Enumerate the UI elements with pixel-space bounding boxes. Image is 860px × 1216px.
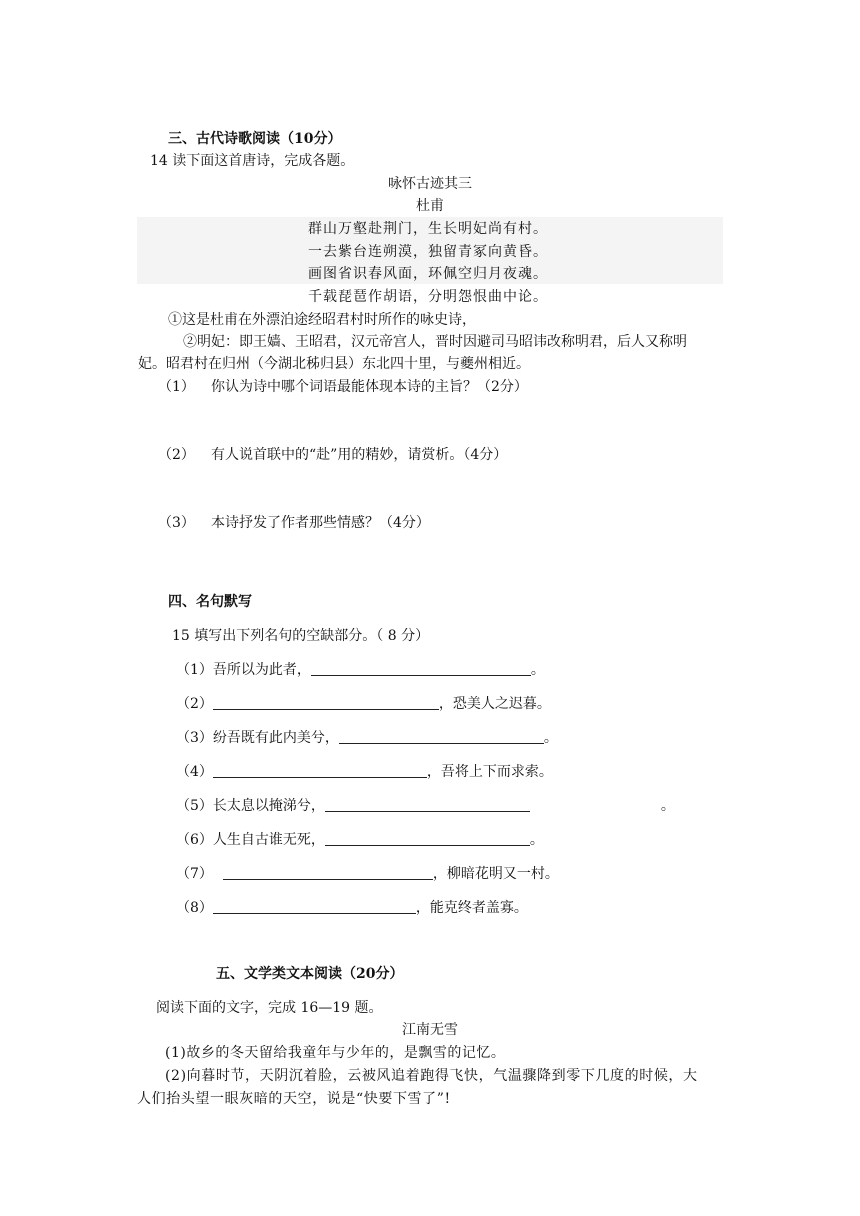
fill-item-7 xyxy=(176,865,559,883)
question-text: 本诗抒发了作者那些情感？（4分） xyxy=(211,515,430,531)
fill-item-3 xyxy=(176,729,558,747)
article-paragraph-2: (2)向暮时节，天阴沉着脸，云被风追着跑得飞快，气温骤降到零下几度的时候，大 xyxy=(165,1068,698,1084)
answer-blank[interactable] xyxy=(325,831,530,846)
fill-suffix: ，吾将上下而求索。 xyxy=(426,764,553,780)
fill-prefix: （4） xyxy=(176,764,213,780)
section4-heading: 四、名句默写 xyxy=(168,594,252,610)
fill-prefix: （1）吾所以为此者， xyxy=(176,662,311,678)
poem-line: 画图省识春风面，环佩空归月夜魂。 xyxy=(308,266,548,282)
fill-suffix: ，能克终者盖寡。 xyxy=(415,900,528,916)
section4-instruction: 15 填写出下列名句的空缺部分。（ 8 分） xyxy=(172,628,430,644)
answer-blank[interactable] xyxy=(213,899,416,914)
poem-line: 一去紫台连朔漠，独留青冢向黄昏。 xyxy=(308,244,548,260)
poem-title: 咏怀古迹其三 xyxy=(388,176,472,192)
fill-suffix: 。 xyxy=(530,662,545,678)
question-number: （1） xyxy=(158,379,195,395)
answer-blank[interactable] xyxy=(339,729,544,744)
poem-note-2-cont: 妃。昭君村在归州（今湖北秭归县）东北四十里，与夔州相近。 xyxy=(138,356,530,372)
fill-suffix: 。 xyxy=(529,832,544,848)
answer-blank[interactable] xyxy=(213,763,427,778)
fill-item-6 xyxy=(176,831,544,849)
fill-item-4 xyxy=(176,763,553,781)
poem-author: 杜甫 xyxy=(416,198,444,214)
section3-heading: 三、古代诗歌阅读（10分） xyxy=(168,131,342,147)
fill-item-2 xyxy=(176,695,551,713)
fill-item-8 xyxy=(176,899,528,917)
answer-blank[interactable] xyxy=(325,797,530,812)
article-title: 江南无雪 xyxy=(402,1022,458,1038)
answer-blank[interactable] xyxy=(223,865,433,880)
fill-item-1 xyxy=(176,661,545,679)
poem-line: 群山万壑赴荆门，生长明妃尚有村。 xyxy=(308,221,548,237)
question-text: 有人说首联中的“赴”用的精妙，请赏析。（4分） xyxy=(211,447,508,463)
article-paragraph-1: (1)故乡的冬天留给我童年与少年的，是飘雪的记忆。 xyxy=(165,1045,506,1061)
question-number: （3） xyxy=(158,515,195,531)
poem-note-2: ②明妃：即王嫱、王昭君，汉元帝宫人，晋时因避司马昭讳改称明君，后人又称明 xyxy=(183,334,687,350)
answer-blank[interactable] xyxy=(213,695,439,710)
fill-prefix: （3）纷吾既有此内美兮， xyxy=(176,730,339,746)
fill-prefix: （8） xyxy=(176,900,213,916)
section3-instruction: 14 读下面这首唐诗，完成各题。 xyxy=(150,153,355,169)
fill-suffix: ，柳暗花明又一村。 xyxy=(432,866,559,882)
section5-heading: 五、文学类文本阅读（20分） xyxy=(216,966,404,982)
poem-line: 千载琵琶作胡语，分明怨恨曲中论。 xyxy=(308,289,548,305)
section5-instruction: 阅读下面的文字，完成 16—19 题。 xyxy=(156,1000,383,1016)
fill-item-5 xyxy=(176,797,675,815)
fill-suffix: 。 xyxy=(543,730,558,746)
question-number: （2） xyxy=(158,447,195,463)
fill-prefix: （7） xyxy=(176,866,213,882)
poem-note-1: ①这是杜甫在外漂泊途经昭君村时所作的咏史诗， xyxy=(168,312,476,328)
answer-blank[interactable] xyxy=(311,661,531,676)
fill-suffix: ，恐美人之迟暮。 xyxy=(438,696,551,712)
fill-prefix: （5）长太息以掩涕兮， xyxy=(176,798,325,814)
fill-prefix: （2） xyxy=(176,696,213,712)
fill-suffix: 。 xyxy=(660,798,675,814)
article-paragraph-2-cont: 人们抬头望一眼灰暗的天空，说是“快要下雪了”! xyxy=(137,1091,451,1107)
fill-prefix: （6）人生自古谁无死， xyxy=(176,832,325,848)
question-text: 你认为诗中哪个词语最能体现本诗的主旨？（2分） xyxy=(211,379,528,395)
